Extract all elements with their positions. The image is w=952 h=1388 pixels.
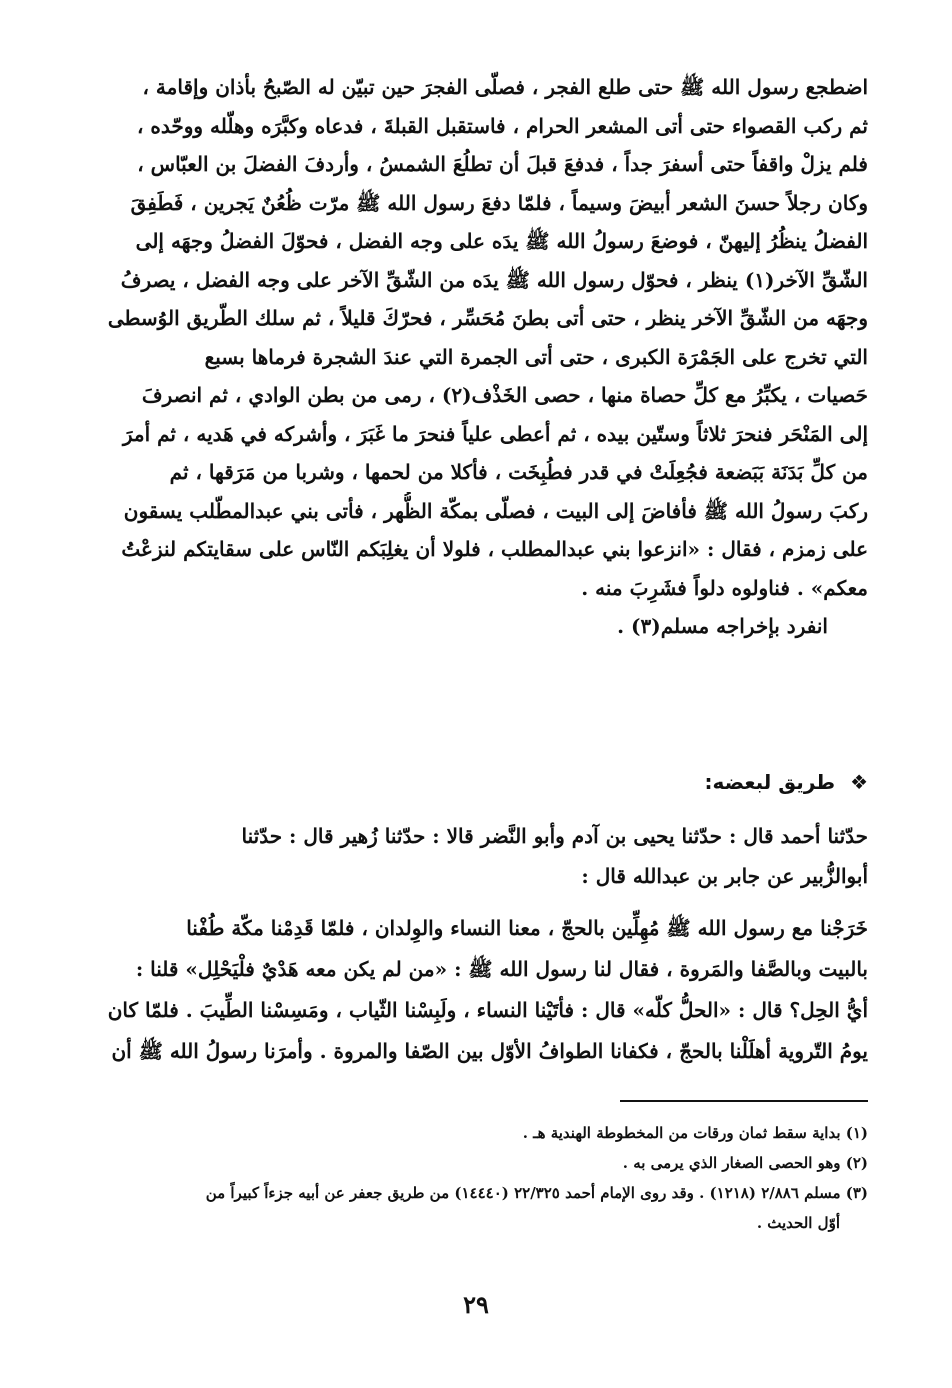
narrative-paragraph — [108, 68, 868, 646]
text-line: التي تخرج على الجَمْرَة الكبرى ، حتى أتى الجمرة التي عندَ الشجرة فرماها بسبع — [204, 344, 868, 369]
text-line: فلم يزلْ واقفاً حتى أسفرَ جداً ، فدفعَ قبلَ أن تطلُعَ الشمسُ ، وأردفَ الفضلَ بن العبّاس ، — [137, 152, 868, 176]
diamond-bullet-icon: ❖ — [850, 770, 868, 794]
text-line: اضطجع رسول الله ﷺ حتى طلع الفجر ، فصلّى الفجرَ حين تبيّن له الصّبحُ بأذان وإقامة ، — [142, 75, 868, 99]
page-number: ٢٩ — [463, 1290, 489, 1319]
text-line: إلى المَنْحَر فنحرَ ثلاثاً وستّين بيده ، ثم أعطى علياً فنحرَ ما غَبَرَ ، وأشركه في هَديه ، ثم أمرَ — [122, 421, 868, 446]
footnote-3-continuation: أوّل الحديث . — [756, 1214, 840, 1232]
text-line: على زمزم ، فقال : «انزعوا بني عبدالمطلب ، فلولا أن يغلِبَكم النّاس على سقايتكم لنزعْتُ — [121, 537, 868, 561]
text-line: معكم» . فناولوه دلواً فشَرِبَ منه . — [581, 575, 868, 600]
text-line: بالبيت وبالصَّفا والمَروة ، فقال لنا رسول الله ﷺ : «من لم يكن معه هَدْيٌ فلْيَحْلِل» قلنا : — [135, 957, 868, 981]
text-line: الفضلُ ينظُرُ إليهنّ ، فوضعَ رسولُ الله ﷺ يدَه على وجه الفضل ، فحوّلَ الفضلُ وجهَه إلى — [135, 229, 868, 253]
text-line: ثم ركب القصواء حتى أتى المشعر الحرام ، فاستقبل القبلةَ ، فدعاه وكبَّرَه وهلّله ووحّده ، — [136, 113, 868, 138]
section-heading-text: طريق لبعضه: — [704, 770, 836, 794]
hadith-paragraph — [108, 908, 868, 1072]
text-line: خَرَجْنا مع رسول الله ﷺ مُهِلِّين بالحجّ ، معنا النساء والوِلدان ، فلمّا قَدِمْنا مكّة طُفْنا — [186, 916, 868, 940]
text-line: وجهَه من الشّقِّ الآخر ينظر ، حتى أتى بطنَ مُحَسِّر ، فحرّكَ قليلاً ، ثم سلك الطّريق الوُسطى — [108, 306, 868, 330]
footnote-1: (١) بداية سقط ثمان ورقات من المخطوطة الهندية هـ . — [522, 1124, 868, 1142]
text-line: وكان رجلاً حسنَ الشعر أبيضَ وسيماً ، فلمّا دفعَ رسول الله ﷺ مرّت ظُعُنٌ يَجرين ، فَطَفِقَ — [130, 190, 868, 215]
section-heading — [108, 770, 868, 794]
text-line: الشّقِّ الآخر(١) ينظر ، فحوّل رسول الله ﷺ يدَه من الشّقِّ الآخر على وجه الفضل ، يصرفُ — [120, 267, 868, 292]
footnote-2: (٢) وهو الحصى الصغار الذي يرمى به . — [622, 1154, 868, 1172]
footnote-divider — [620, 1100, 868, 1102]
text-line: أبوالزُّبير عن جابر بن عبدالله قال : — [581, 864, 868, 888]
text-line: انفرد بإخراجه مسلم(٣) . — [617, 614, 828, 638]
footnotes — [100, 1118, 868, 1238]
footnote-3: (٣) مسلم ٢/٨٨٦ (١٢١٨) . وقد روى الإمام أحمد ٢٢/٣٢٥ (١٤٤٤٠) من طريق جعفر عن أبيه جزءاً كبيراً من — [205, 1184, 868, 1202]
isnad-paragraph — [108, 816, 868, 896]
text-line: أيُّ الحِل؟ قال : «الحلُّ كلّه» قال : فأتَيْنا النساء ، ولَبِسْنا الثّياب ، ومَسِسْنا الطِّيبَ . فلمّا كان — [108, 998, 868, 1022]
text-line: حَصيات ، يكبِّرُ مع كلِّ حصاة منها ، حصى الخَذْف(٢) ، رمى من بطن الوادي ، ثم انصرفَ — [141, 383, 868, 407]
text-line: ركبَ رسولُ الله ﷺ فأفاضَ إلى البيت ، فصلّى بمكّة الظُّهر ، فأتى بني عبدالمطّلب يسقون — [123, 498, 868, 523]
text-line: يومُ التّروية أهلَلْنا بالحجّ ، فكفانا الطوافُ الأوّل بين الصّفا والمروة . وأمرَنا رسولُ الله ﷺ أن — [111, 1039, 868, 1063]
text-line: من كلِّ بَدَنَة بَبَضعة فجُعِلَتْ في قدر فطُبِخَت ، فأكلا من لحمها ، وشربا من مَرَقها ، ثم — [169, 460, 868, 484]
text-line: حدّثنا أحمد قال : حدّثنا يحيى بن آدم وأبو النَّضر قالا : حدّثنا زُهير قال : حدّثنا — [241, 824, 868, 848]
